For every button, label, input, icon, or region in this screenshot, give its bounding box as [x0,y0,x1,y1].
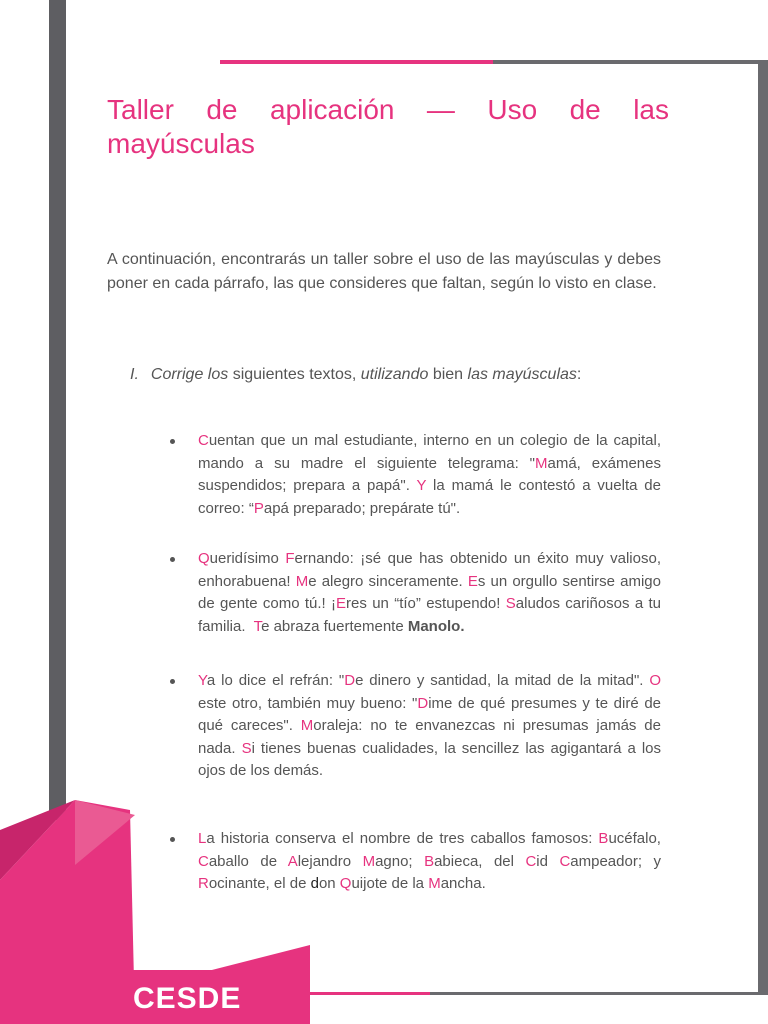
capital-letter: M [295,572,309,590]
capital-letter: M [300,717,314,734]
text-segment: amá, exámenes suspendidos; prepara a papá". [198,454,666,494]
text-segment: aballo de [208,852,288,870]
bottom-rule-gray [430,992,768,995]
capital-letter: E [467,572,478,590]
instruction-text [151,366,581,383]
text-segment: s un orgullo sentirse amigo de gente como tú.! ¡ [198,572,666,612]
text-segment: a historia conserva el nombre de tres caballos famosos: [206,830,599,847]
instruction-segment: las mayúsculas [467,366,577,383]
capital-letter: F [285,550,295,567]
text-segment: Manolo. [407,617,465,635]
capital-letter: D [417,694,429,712]
instruction-segment: : [576,366,582,383]
text-segment: res un “tío” estupendo! [346,595,506,612]
text-segment: uijote de la [351,875,429,892]
capital-letter: M [428,875,441,892]
instruction-segment: siguientes textos, [228,366,361,383]
exercise-text [198,670,666,783]
text-segment: ueridísimo [209,550,286,567]
instruction-number: I. [130,366,139,383]
text-segment: e alegro sinceramente. [308,572,468,590]
capital-letter: Q [339,875,352,892]
capital-letter: T [253,617,262,635]
text-segment: oraleja: no te envanezcas ni presumas jamás de nada. [198,717,666,757]
bullet-icon [170,439,175,444]
instruction [130,363,670,387]
top-rule-pink [220,60,493,64]
capital-letter: C [198,432,209,449]
capital-letter: Y [198,672,207,689]
bullet-icon [170,557,175,562]
capital-letter: C [559,852,571,870]
capital-letter: B [424,852,435,870]
text-segment: d [310,875,319,892]
capital-letter: S [241,739,252,757]
text-segment: lejandro [297,852,363,870]
bullet-icon [170,837,175,842]
capital-letter: P [253,499,264,517]
list-item [170,548,666,638]
instruction-segment: bien [428,366,468,383]
text-segment: ucéfalo, [608,830,666,847]
intro-paragraph: A continuación, encontrarás un taller sobre el uso de las mayúsculas y debes poner en cada párrafo, las que consideres que faltan, según lo visto en clase. [107,251,661,292]
capital-letter: Y [416,477,427,494]
text-segment: uentan que un mal estudiante, interno en un colegio de la capital, mando a su madre el siguiente telegrama: " [198,432,666,472]
capital-letter: S [505,595,516,612]
text-segment: este otro, también muy bueno: " [198,672,666,712]
left-accent-bar [49,0,66,820]
cesde-logo: CESDE [133,982,242,1015]
capital-letter: C [525,852,537,870]
instruction-segment: utilizando [360,366,429,383]
capital-letter: C [198,852,209,870]
capital-letter: A [287,852,298,870]
capital-letter: Q [198,550,210,567]
text-segment: ocinante, el de [208,875,311,892]
text-segment: ernando: ¡sé que has obtenido un éxito muy valioso, enhorabuena! [198,550,666,590]
text-segment: ampeador; y [570,852,666,870]
text-segment: abieca, del [434,852,526,870]
instruction-segment: Corrige los [150,366,229,383]
capital-letter: M [362,852,376,870]
text-segment: e dinero y santidad, la mitad de la mitad". [355,672,650,689]
capital-letter: M [535,454,548,472]
text-segment: a lo dice el refrán: " [206,672,345,689]
text-segment: i tienes buenas cualidades, la sencillez las agigantará a los ojos de los demás. [198,739,666,779]
capital-letter: L [198,830,207,847]
capital-letter: D [344,672,356,689]
text-segment: id [536,852,560,870]
text-segment: aludos cariñosos a tu familia. [198,595,666,635]
list-item [170,670,666,783]
bottom-rule-pink [300,992,430,995]
bullet-icon [170,679,175,684]
capital-letter: R [198,875,209,892]
text-segment: e abraza fuertemente [261,617,408,635]
text-segment: ancha. [440,875,486,892]
text-segment: apá preparado; prepárate tú". [263,499,461,517]
text-segment: on [318,875,340,892]
exercise-text [198,548,666,638]
list-item [170,828,666,896]
exercise-text [198,430,666,520]
capital-letter: B [598,830,609,847]
capital-letter: O [649,672,661,689]
top-rule-gray [493,60,768,64]
capital-letter: E [336,595,347,612]
text-segment: agno; [375,852,425,870]
list-item [170,430,666,520]
right-accent-bar [758,64,768,994]
page-title: Taller de aplicación — Uso de las mayúsculas [107,94,669,159]
text-segment: ime de qué presumes y te diré de qué careces". [198,694,666,734]
exercise-text [198,828,666,896]
text-segment: la mamá le contestó a vuelta de correo: “ [198,477,666,517]
